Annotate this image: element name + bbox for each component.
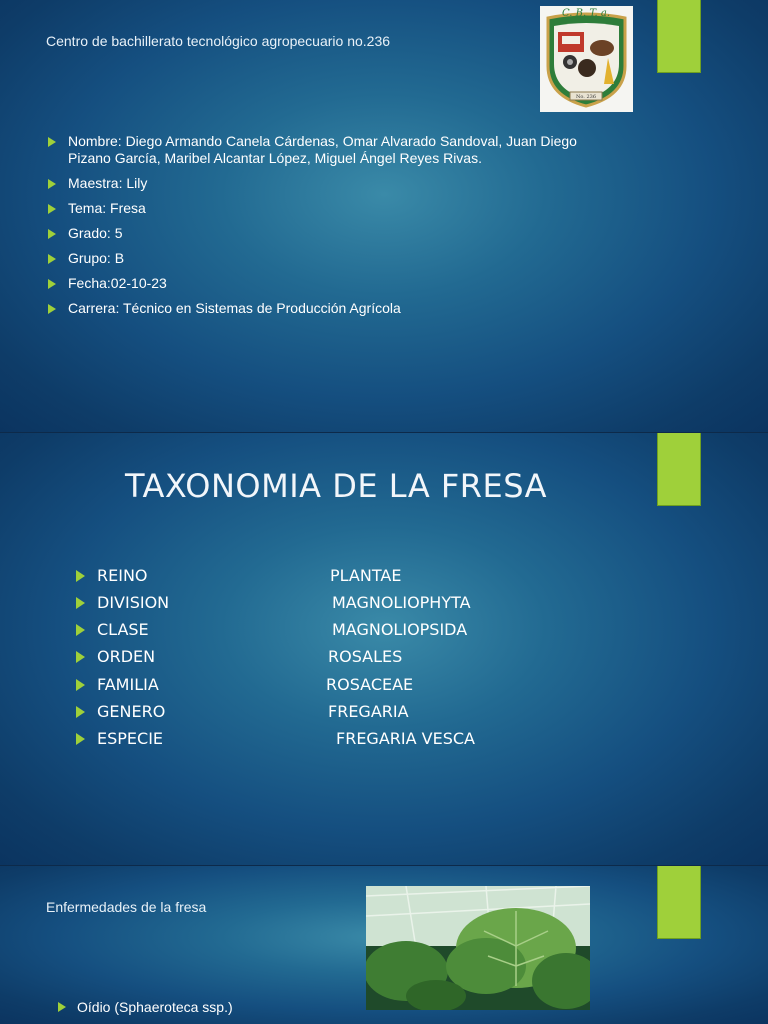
bullet-arrow-icon [76, 624, 85, 636]
bullet-arrow-icon [48, 229, 56, 239]
slide-title: TAXONOMIA DE LA FRESA [124, 467, 548, 505]
bullet-arrow-icon [76, 733, 85, 745]
accent-bar [658, 866, 700, 938]
taxonomy-value: FREGARIA VESCA [336, 729, 475, 748]
bullet-arrow-icon [48, 254, 56, 264]
bullet-arrow-icon [48, 204, 56, 214]
taxonomy-value: MAGNOLIOPHYTA [332, 593, 471, 612]
slide-diseases [0, 866, 768, 1024]
list-item: Tema: Fresa [48, 200, 618, 217]
taxonomy-rank: CLASE [97, 620, 149, 639]
taxonomy-value: PLANTAE [330, 566, 402, 585]
list-item: Carrera: Técnico en Sistemas de Producción Agrícola [48, 300, 618, 317]
bullet-arrow-icon [48, 137, 56, 147]
taxonomy-rank: REINO [97, 566, 148, 585]
taxonomy-value: ROSACEAE [326, 675, 414, 694]
accent-bar [658, 0, 700, 72]
bullet-arrow-icon [76, 679, 85, 691]
bullet-arrow-icon [58, 1002, 66, 1012]
taxonomy-value: MAGNOLIOPSIDA [332, 620, 468, 639]
taxonomy-value: FREGARIA [328, 702, 409, 721]
leaf-image-icon [366, 886, 590, 1010]
bullet-arrow-icon [76, 597, 85, 609]
slide-title: Enfermedades de la fresa [46, 899, 207, 915]
slide-cover [0, 0, 768, 432]
list-item: Fecha:02-10-23 [48, 275, 618, 292]
bullet-arrow-icon [48, 304, 56, 314]
list-item: Maestra: Lily [48, 175, 618, 192]
list-item: Oídio (Sphaeroteca ssp.) [58, 999, 233, 1015]
taxonomy-rank: GENERO [97, 702, 166, 721]
taxonomy-rank: DIVISION [97, 593, 170, 612]
bullet-arrow-icon [48, 179, 56, 189]
svg-text:C. B. T. a.: C. B. T. a. [561, 8, 611, 19]
bullet-arrow-icon [48, 279, 56, 289]
taxonomy-rank: ESPECIE [97, 729, 164, 748]
taxonomy-rank: FAMILIA [97, 675, 159, 694]
taxonomy-value: ROSALES [328, 647, 403, 666]
school-name: Centro de bachillerato tecnológico agropecuario no.236 [46, 33, 391, 49]
school-logo [540, 6, 633, 112]
list-item: Grupo: B [48, 250, 618, 267]
disease-list [58, 999, 233, 1015]
slide-taxonomy [0, 433, 768, 865]
student-info-list [48, 133, 618, 325]
list-item: Grado: 5 [48, 225, 618, 242]
bullet-arrow-icon [76, 651, 85, 663]
strawberry-leaves-photo [366, 886, 590, 1010]
svg-text:No. 236: No. 236 [575, 94, 597, 100]
taxonomy-rank: ORDEN [97, 647, 156, 666]
bullet-arrow-icon [76, 706, 85, 718]
list-item: Nombre: Diego Armando Canela Cárdenas, Omar Alvarado Sandoval, Juan Diego Pizano García, Maribel Alcantar López, Miguel Ángel Reyes Rivas. [48, 133, 618, 167]
crest-icon [540, 6, 633, 112]
bullet-arrow-icon [76, 570, 85, 582]
